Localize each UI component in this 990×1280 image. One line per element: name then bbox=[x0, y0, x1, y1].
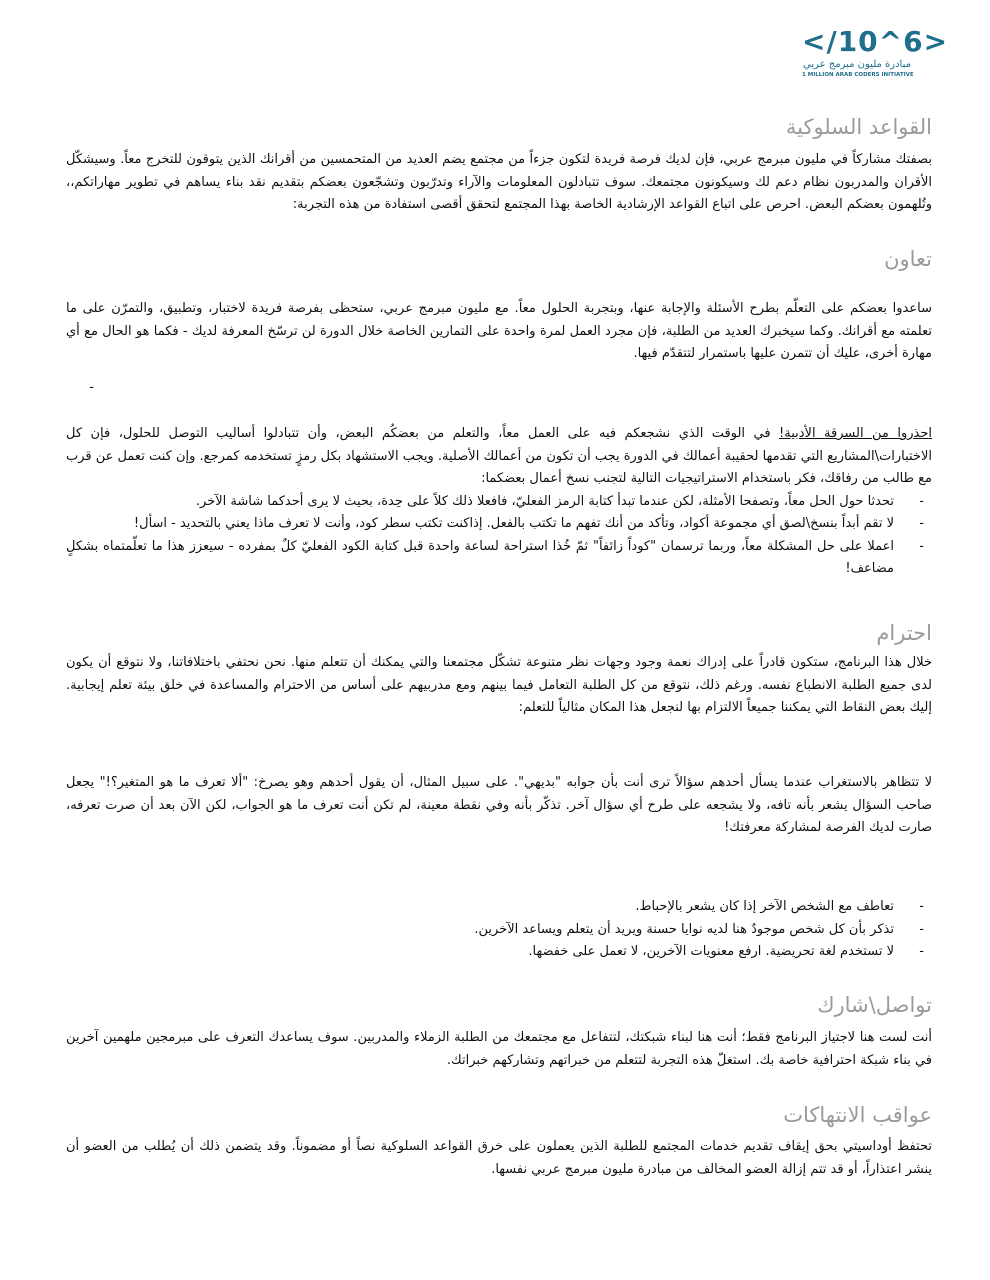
cooperation-section bbox=[66, 298, 932, 366]
consequences-paragraph: تحتفظ أوداسيتي بحق إيقاف تقديم خدمات المجتمع للطلبة الذين يعملون على خرق القواعد السلوكية نصاً أو مضموناً. وقد يتضمن ذلك أن يُطلب من العضو أن ينشر اعتذاراً، أو قد تتم إزالة العضو المخالف من مبادرة مليون مبرمج عربي نفسها. bbox=[66, 1139, 932, 1177]
logo-english-text: 1 MILLION ARAB CODERS INITIATIVE bbox=[802, 72, 914, 78]
plagiarism-section bbox=[66, 423, 932, 581]
respect-example-section bbox=[66, 772, 932, 840]
connect-paragraph: أنت لست هنا لاجتياز البرنامج فقط؛ أنت هنا لبناء شبكتك، لتتفاعل مع مجتمعك من الطلبة الزملاء والمدربين. سوف يساعدك التعرف على مبرمجين ملهمين آخرين في بناء شبكة احترافية خاصة بك. استغلّ هذه التجربة لتتعلم من خبراتهم وتشاركهم خبراتك. bbox=[66, 1030, 932, 1068]
cooperation-paragraph: ساعدوا بعضكم على التعلّم بطرح الأسئلة والإجابة عنها، وبتجربة الحلول معاً. مع مليون مبرمج عربي، ستحظى بفرصة فريدة لاختبار، وتطبيق، والتمرّن على ما تعلمته مع أقرانك. وكما سيخبرك العديد من الطلبة، فإن مجرد العمل لمرة واحدة على التمارين الخاصة خلال الدورة لن ترسّخ المعرفة لديك - فكما هو الحال مع أي مهارة أخرى، عليك أن تتمرن عليها باستمرار لتتقدّم فيها. bbox=[66, 301, 932, 361]
list-item: - تحدثا حول الحل معاً، وتصفحا الأمثلة، لكن عندما تبدأ كتابة الرمز الفعليّ، فافعلا ذلك كلاً على حِدة، بحيث لا يرى أحدكما شاشة الآخر. bbox=[66, 491, 932, 514]
plagiarism-warning: احذروا من السرقة الأدبية! bbox=[779, 426, 932, 441]
stray-dash: - bbox=[89, 380, 94, 395]
logo bbox=[802, 25, 949, 79]
list-item: - لا تقم أبداً بنسخ\لصق أي مجموعة أكواد، وتأكد من أنك تفهم ما تكتب بالفعل. إذاكنت تكتب سطر كود، وأنت لا تعرف ماذا يعني بالتحديد - اسأل! bbox=[66, 513, 932, 536]
logo-mark: </10^6> bbox=[802, 25, 949, 58]
list-item: - تعاطف مع الشخص الآخر إذا كان يشعر بالإحباط. bbox=[66, 896, 932, 919]
list-item: - اعملا على حل المشكلة معاً، وربما ترسمان "كوداً زائفاً" ثمّ خُذا استراحة لساعة واحدة قبل كتابة الكود الفعليّ كلٌ بمفرده - سيعزز هذا ما تعلّمتماه بشكلٍ مضاعف! bbox=[66, 536, 932, 581]
consequences-section bbox=[66, 1136, 932, 1181]
heading-code-of-conduct: القواعد السلوكية bbox=[785, 115, 932, 139]
intro-section bbox=[66, 149, 932, 217]
plagiarism-strategies-list bbox=[66, 491, 932, 581]
connect-section bbox=[66, 1027, 932, 1072]
intro-paragraph: بصفتك مشاركاً في مليون مبرمج عربي، فإن لديك فرصة فريدة لتكون جزءاً من مجتمع يضم العديد من المتحمسين من أقرانك الذين يتوقون للتخرج معاً. وسيشكّل الأقران والمدربون نظام دعم لك وسيكونون مجتمعك. سوف تتبادلون المعلومات والآراء وتدرّبون وتشجّعون بعضكم بتقديم نقد بناء يساهم في تطوير مهاراتكم،، وتُلهمون بعضكم البعض. احرص على اتباع القواعد الإرشادية الخاصة بهذا المجتمع لتحقق أقصى استفادة من هذه التجربة: bbox=[66, 152, 932, 212]
logo-arabic-text: مبادرة مليون مبرمج عربي bbox=[803, 59, 911, 70]
list-item: - تذكر بأن كل شخص موجودٌ هنا لديه نوايا حسنة ويريد أن يتعلم ويساعد الآخرين. bbox=[66, 919, 932, 942]
heading-consequences: عواقب الانتهاكات bbox=[783, 1103, 932, 1127]
respect-section bbox=[66, 652, 932, 720]
respect-tips-list bbox=[66, 896, 932, 964]
list-item: - لا تستخدم لغة تحريضية. ارفع معنويات الآخرين، لا تعمل على خفضها. bbox=[66, 941, 932, 964]
heading-connect-share: تواصل\شارك bbox=[817, 993, 932, 1017]
respect-paragraph: خلال هذا البرنامج، ستكون قادراً على إدراك نعمة وجود وجهات نظر متنوعة تشكّل مجتمعنا والتي يمكنك أن تتعلم منها. نحن نحتفي باختلافاتنا، ولا نتوقع أن يكون لدى جميع الطلبة الانطباع نفسه. ورغم ذلك، نتوقع من كل الطلبة التعامل فيما بينهم ومع مدربيهم على أساس من الاحترام والمساعدة في خلق بيئة تعلم إيجابية. إليك بعض النقاط التي يمكننا جميعاً الالتزام بها لنجعل هذا المكان مثالياً للتعلم: bbox=[66, 655, 932, 715]
respect-tips-section bbox=[66, 896, 932, 964]
respect-example-paragraph: لا تتظاهر بالاستغراب عندما يسأل أحدهم سؤالاً ترى أنت بأن جوابه "بديهي". على سبيل المثال، أن يقول أحدهم وهو يصرخ: "ألا تعرف ما هو المتغير؟!" يجعل صاحب السؤال يشعر بأنه تافه، ولا يشجعه على طرح أي سؤال آخر. تذكّر بأنه وفي نقطة معينة، لم تكن أنت تعرف ما هو الجواب، لكن الآن بعد أن صرت تعرفه، صارت لديك الفرصة لمشاركة معرفتك! bbox=[66, 775, 932, 835]
plagiarism-text: في الوقت الذي نشجعكم فيه على العمل معاً، والتعلم من بعضكُم البعض، وأن تتبادلوا أساليب التوصل للحلول، فإن كل الاختبارات\المشاريع التي تقدمها لحقيبة أعمالك في الدورة يجب أن تكون من أعمالك الأصلية. ويجب الاستشهاد بكل رمزٍ تستخدمه كمرجع. وإن كنت تعمل عن قرب مع طالب من رفاقك، فكر باستخدام الاستراتيجيات التالية لتجنب نسخ أعمال بعضكما: bbox=[66, 426, 932, 486]
plagiarism-paragraph bbox=[66, 423, 932, 491]
heading-respect: احترام bbox=[876, 621, 932, 645]
heading-cooperation: تعاون bbox=[884, 247, 932, 271]
